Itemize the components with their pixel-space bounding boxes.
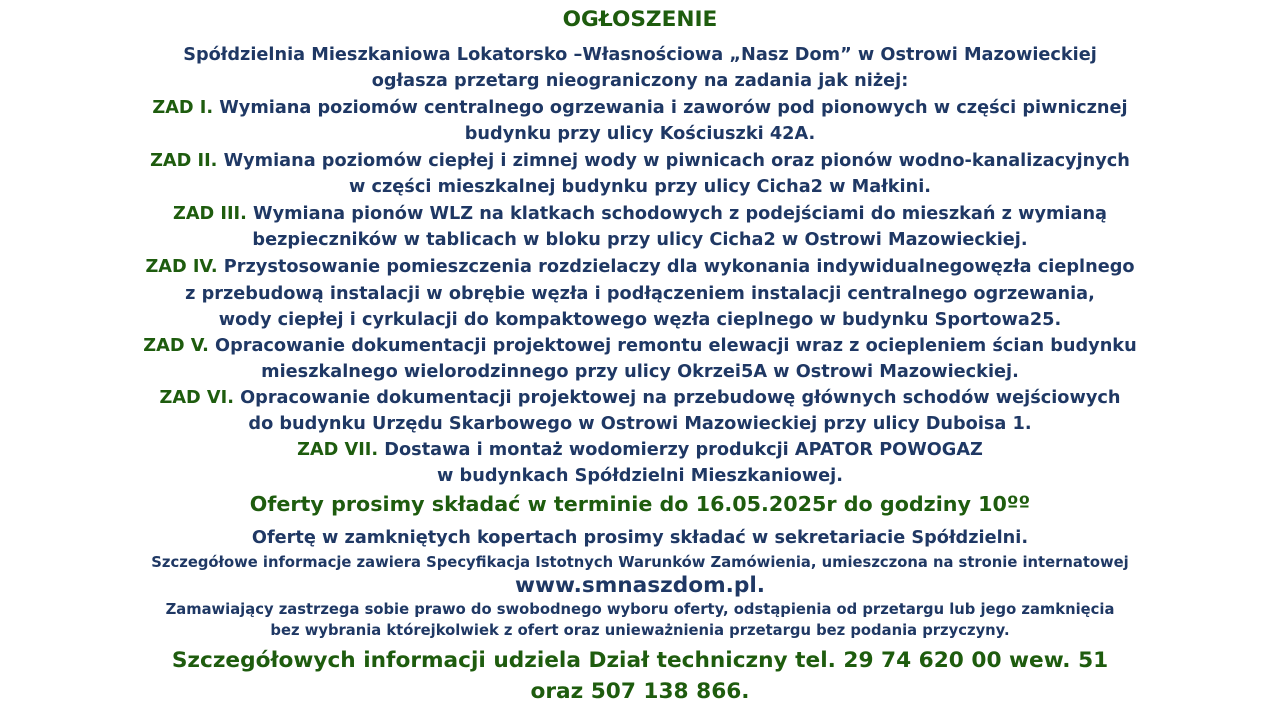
task-3-line-1	[0, 204, 1280, 224]
task-2-label: ZAD II.	[150, 151, 218, 171]
task-3-line-2: bezpieczników w tablicach w bloku przy ulicy Cicha2 w Ostrowi Mazowieckiej.	[252, 230, 1028, 250]
task-7-label: ZAD VII.	[297, 440, 379, 460]
contact-line-2: oraz 507 138 866.	[530, 679, 750, 704]
task-6-line-1	[0, 388, 1280, 408]
task-3-text-1: Wymiana pionów WLZ na klatkach schodowych z podejściami do mieszkań z wymianą	[253, 204, 1107, 224]
spec-info: Szczegółowe informacje zawiera Specyfikacja Istotnych Warunków Zamówienia, umieszczona na stronie internatowej	[151, 554, 1129, 571]
task-5-line-2: mieszkalnego wielorodzinnego przy ulicy Okrzei5A w Ostrowi Mazowieckiej.	[261, 362, 1019, 382]
task-1-text-1: Wymiana poziomów centralnego ogrzewania i zaworów pod pionowych w części piwnicznej	[219, 98, 1128, 118]
task-1-line-2: budynku przy ulicy Kościuszki 42A.	[464, 124, 816, 144]
task-7-line-1	[0, 440, 1280, 460]
task-7-text-1: Dostawa i montaż wodomierzy produkcji APATOR POWOGAZ	[384, 440, 983, 460]
notice-title: OGŁOSZENIE	[562, 7, 718, 32]
task-4-line-1	[0, 257, 1280, 277]
task-1-label: ZAD I.	[152, 98, 214, 118]
intro-line-2: ogłasza przetarg nieograniczony na zadania jak niżej:	[371, 71, 909, 91]
task-2-text-1: Wymiana poziomów ciepłej i zimnej wody w piwnicach oraz pionów wodno-kanalizacyjnych	[223, 151, 1130, 171]
task-4-line-2: z przebudową instalacji w obrębie węzła i podłączeniem instalacji centralnego ogrzewania,	[185, 284, 1095, 304]
task-5-label: ZAD V.	[143, 336, 209, 356]
task-2-line-2: w części mieszkalnej budynku przy ulicy Cicha2 w Małkini.	[348, 177, 932, 197]
submit-info: Ofertę w zamkniętych kopertach prosimy składać w sekretariacie Spółdzielni.	[251, 528, 1029, 548]
reservation-line-2: bez wybrania którejkolwiek z ofert oraz unieważnienia przetargu bez podania przyczyny.	[270, 622, 1010, 639]
intro-line-1: Spółdzielnia Mieszkaniowa Lokatorsko –Własnościowa „Nasz Dom” w Ostrowi Mazowieckiej	[183, 45, 1097, 65]
website-link[interactable]: www.smnaszdom.pl.	[515, 573, 765, 598]
task-3-label: ZAD III.	[172, 204, 247, 224]
task-2-line-1	[0, 151, 1280, 171]
task-4-line-3: wody ciepłej i cyrkulacji do kompaktowego węzła cieplnego w budynku Sportowa25.	[218, 310, 1062, 330]
task-6-label: ZAD VI.	[159, 388, 234, 408]
contact-line-1: Szczegółowych informacji udziela Dział techniczny tel. 29 74 620 00 wew. 51	[171, 648, 1109, 673]
task-4-label: ZAD IV.	[145, 257, 218, 277]
task-4-text-1: Przystosowanie pomieszczenia rozdzielaczy dla wykonania indywidualnegowęzła cieplnego	[223, 257, 1135, 277]
task-7-line-2: w budynkach Spółdzielni Mieszkaniowej.	[437, 466, 843, 486]
deadline-notice: Oferty prosimy składać w terminie do 16.05.2025r do godziny 10ºº	[249, 492, 1031, 516]
task-6-text-1: Opracowanie dokumentacji projektowej na przebudowę głównych schodów wejściowych	[240, 388, 1121, 408]
task-6-line-2: do budynku Urzędu Skarbowego w Ostrowi Mazowieckiej przy ulicy Duboisa 1.	[248, 414, 1032, 434]
task-5-text-1: Opracowanie dokumentacji projektowej remontu elewacji wraz z ociepleniem ścian budynku	[215, 336, 1137, 356]
task-5-line-1	[0, 336, 1280, 356]
reservation-line-1: Zamawiający zastrzega sobie prawo do swobodnego wyboru oferty, odstąpienia od przetargu lub jego zamknięcia	[165, 601, 1115, 618]
task-1-line-1	[0, 98, 1280, 118]
